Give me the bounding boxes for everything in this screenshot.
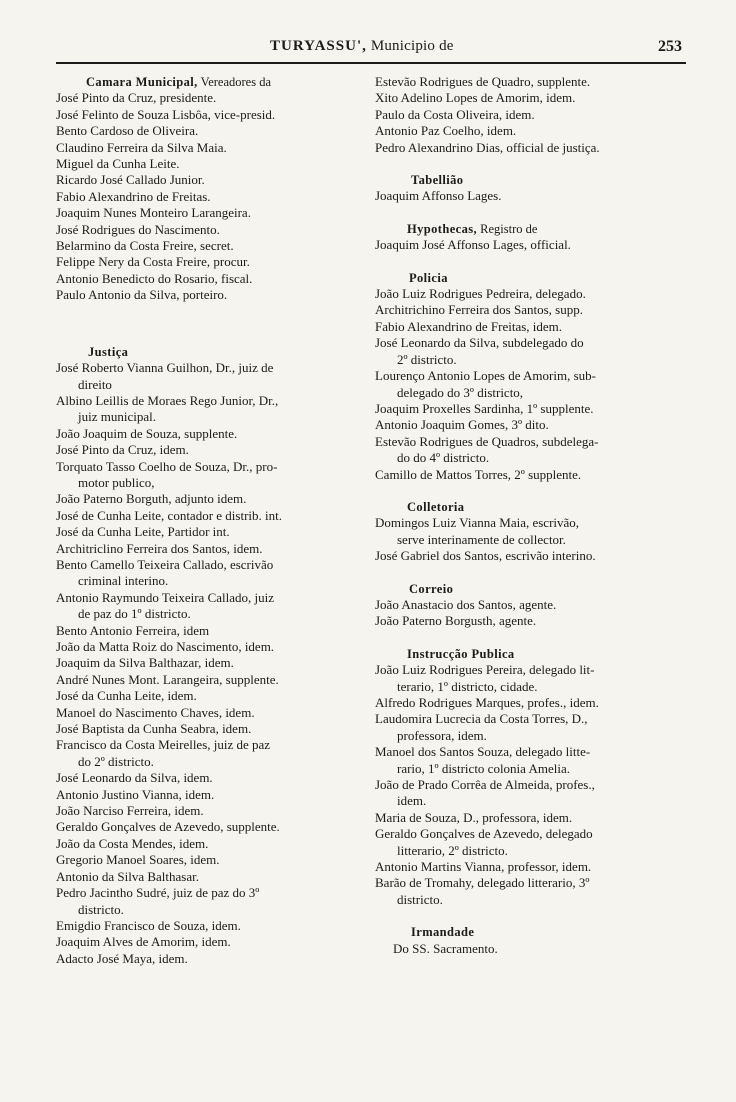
entry-line: Estevão Rodrigues de Quadro, supplente. <box>375 74 591 89</box>
entry-line: Camillo de Mattos Torres, 2º supplente. <box>375 466 582 482</box>
entry-line: Torquato Tasso Coelho de Souza, Dr., pro- <box>56 458 278 474</box>
entry-line: Xito Adelino Lopes de Amorim, idem. <box>375 90 576 106</box>
entry-continuation: direito <box>78 376 112 392</box>
entry-line: Joaquim Affonso Lages. <box>375 188 502 204</box>
entry-line: Bento Cardoso de Oliveira. <box>56 123 199 139</box>
section-heading-instruccao: Instrucção Publica <box>407 646 515 661</box>
entry-line: João Narciso Ferreira, idem. <box>56 803 204 819</box>
entry-line: Architrichino Ferreira dos Santos, supp. <box>375 302 583 318</box>
correio-list <box>375 597 687 630</box>
entry-line: José de Cunha Leite, contador e distrib. int. <box>56 507 283 523</box>
running-title <box>270 38 454 55</box>
entry-line: José Rodrigues do Nascimento. <box>56 221 220 237</box>
section-heading-camara <box>56 74 368 90</box>
entry-continuation: litterario, 2º districto. <box>397 842 508 858</box>
entry-continuation: delegado do 3º districto, <box>397 384 524 400</box>
entry-line: Pedro Jacintho Sudré, juiz de paz do 3º <box>56 885 260 901</box>
policia-list <box>375 286 687 483</box>
entry-line: Barão de Tromahy, delegado litterario, 3º <box>375 875 590 891</box>
entry-line: Paulo Antonio da Silva, porteiro. <box>56 287 228 303</box>
entry-line: João da Matta Roiz do Nascimento, idem. <box>56 639 275 654</box>
page-header <box>56 36 686 64</box>
running-title-rest: Municipio de <box>366 38 454 54</box>
entry-line: Manoel dos Santos Souza, delegado litte- <box>375 744 591 760</box>
entry-line: Joaquim Nunes Monteiro Larangeira. <box>56 205 251 221</box>
hypothecas-heading-bold: Hypothecas, <box>407 221 478 236</box>
entry-line: José da Cunha Leite, idem. <box>56 688 197 704</box>
right-column <box>375 74 687 957</box>
entry-line: Fabio Alexandrino de Freitas, idem. <box>375 318 563 334</box>
entry-line: José Gabriel dos Santos, escrivão interino. <box>375 548 596 564</box>
camara-list <box>56 90 368 303</box>
entry-line: João Paterno Borguth, adjunto idem. <box>56 491 247 507</box>
entry-line: João Joaquim de Souza, supplente. <box>56 425 238 441</box>
entry-line: Albino Leillis de Moraes Rego Junior, Dr., <box>56 392 279 408</box>
entry-line: José Baptista da Cunha Seabra, idem. <box>56 721 252 737</box>
entry-line: Estevão Rodrigues de Quadros, subdelega- <box>375 433 599 449</box>
entry-line: Antonio Martins Vianna, professor, idem. <box>375 859 592 875</box>
entry-line: Laudomira Lucrecia da Costa Torres, D., <box>375 711 588 727</box>
running-title-town: TURYASSU', <box>270 38 367 54</box>
entry-line: José Felinto de Souza Lisbôa, vice-presid. <box>56 106 276 122</box>
entry-line: Ricardo José Callado Junior. <box>56 172 205 188</box>
entry-line: Antonio Raymundo Teixeira Callado, juiz <box>56 589 275 605</box>
entry-continuation: 2º districto. <box>397 351 457 367</box>
section-heading-correio: Correio <box>409 581 454 596</box>
entry-line: Do SS. Sacramento. <box>393 940 498 956</box>
entry-line: Francisco da Costa Meirelles, juiz de paz <box>56 737 271 753</box>
entry-line: José Leonardo da Silva, idem. <box>56 770 213 786</box>
justica-list <box>56 360 368 967</box>
entry-line: José Leonardo da Silva, subdelegado do <box>375 335 584 351</box>
entry-line: Antonio Joaquim Gomes, 3º dito. <box>375 417 549 433</box>
entry-line: Manoel do Nascimento Chaves, idem. <box>56 704 255 720</box>
entry-line: Antonio Justino Vianna, idem. <box>56 786 215 802</box>
entry-line: Adacto José Maya, idem. <box>56 950 188 966</box>
entry-continuation: professora, idem. <box>397 727 487 743</box>
entry-line: Joaquim Proxelles Sardinha, 1º supplente. <box>375 400 594 416</box>
entry-continuation: districto. <box>397 891 443 907</box>
entry-line: Emigdio Francisco de Souza, idem. <box>56 917 241 933</box>
entry-line: João de Prado Corrêa de Almeida, profes., <box>375 777 595 793</box>
entry-continuation: de paz do 1º districto. <box>78 606 191 622</box>
entry-line: Geraldo Gonçalves de Azevedo, supplente. <box>56 819 280 835</box>
entry-continuation: juiz municipal. <box>78 409 156 425</box>
entry-line: Joaquim da Silva Balthazar, idem. <box>56 655 234 671</box>
camara-heading-rest: Vereadores da <box>197 75 272 89</box>
entry-line: André Nunes Mont. Larangeira, supplente. <box>56 671 279 687</box>
left-column <box>56 74 368 967</box>
entry-line: Joaquim Alves de Amorim, idem. <box>56 934 231 950</box>
entry-line: Geraldo Gonçalves de Azevedo, delegado <box>375 826 593 842</box>
entry-line: Antonio Paz Coelho, idem. <box>375 123 517 139</box>
entry-line: José da Cunha Leite, Partidor int. <box>56 524 230 540</box>
entry-line: Antonio Benedicto do Rosario, fiscal. <box>56 270 253 286</box>
irmandade-list <box>375 941 687 957</box>
entry-line: Bento Camello Teixeira Callado, escrivão <box>56 556 274 572</box>
entry-line: João da Costa Mendes, idem. <box>56 835 209 851</box>
entry-line: Miguel da Cunha Leite. <box>56 156 180 172</box>
top-entries-list <box>375 74 687 156</box>
section-heading-hypothecas <box>375 221 687 237</box>
entry-line: Domingos Luiz Vianna Maia, escrivão, <box>375 515 580 531</box>
entry-line: Joaquim José Affonso Lages, official. <box>375 237 571 253</box>
entry-line: Fabio Alexandrino de Freitas. <box>56 188 211 204</box>
entry-line: Paulo da Costa Oliveira, idem. <box>375 106 535 122</box>
colletoria-list <box>375 515 687 564</box>
entry-line: João Paterno Borgusth, agente. <box>375 613 537 629</box>
entry-line: Pedro Alexandrino Dias, official de justiça. <box>375 139 600 155</box>
entry-line: Alfredo Rodrigues Marques, profes., idem. <box>375 695 599 710</box>
tabelliao-list <box>375 188 687 204</box>
entry-line: José Pinto da Cruz, presidente. <box>56 90 217 106</box>
entry-continuation: do 2º districto. <box>78 753 154 769</box>
section-heading-colletoria: Colletoria <box>407 499 465 514</box>
entry-line: João Luiz Rodrigues Pereira, delegado lit- <box>375 662 595 678</box>
entry-continuation: districto. <box>78 901 124 917</box>
entry-continuation: rario, 1º districto colonia Amelia. <box>397 760 570 776</box>
camara-heading-bold: Camara Municipal, <box>86 75 198 89</box>
hypothecas-list <box>375 237 687 253</box>
entry-line: José Pinto da Cruz, idem. <box>56 442 189 458</box>
entry-line: Bento Antonio Ferreira, idem <box>56 622 210 638</box>
section-heading-justica: Justiça <box>88 344 129 359</box>
entry-continuation: terario, 1º districto, cidade. <box>397 678 538 694</box>
section-heading-tabelliao: Tabellião <box>411 173 464 188</box>
entry-line: Antonio da Silva Balthasar. <box>56 868 199 884</box>
page-number: 253 <box>658 38 682 55</box>
section-heading-policia: Policia <box>409 270 448 285</box>
entry-line: Architriclino Ferreira dos Santos, idem. <box>56 540 263 556</box>
entry-line: Belarmino da Costa Freire, secret. <box>56 238 234 254</box>
entry-line: Lourenço Antonio Lopes de Amorim, sub- <box>375 368 596 384</box>
section-heading-irmandade: Irmandade <box>411 925 475 940</box>
entry-continuation: idem. <box>397 793 427 809</box>
entry-continuation: motor publico, <box>78 474 155 490</box>
entry-continuation: criminal interino. <box>78 573 169 589</box>
hypothecas-heading-rest: Registro de <box>477 221 538 236</box>
entry-line: José Roberto Vianna Guilhon, Dr., juiz de <box>56 360 274 376</box>
entry-line: Felippe Nery da Costa Freire, procur. <box>56 254 250 270</box>
instruccao-list <box>375 662 687 908</box>
entry-line: Maria de Souza, D., professora, idem. <box>375 809 573 825</box>
entry-line: Gregorio Manoel Soares, idem. <box>56 852 220 868</box>
entry-line: Claudino Ferreira da Silva Maia. <box>56 139 227 155</box>
entry-continuation: do do 4º districto. <box>397 450 490 466</box>
entry-line: João Anastacio dos Santos, agente. <box>375 596 557 612</box>
entry-continuation: serve interinamente de collector. <box>397 531 566 547</box>
entry-line: João Luiz Rodrigues Pedreira, delegado. <box>375 286 586 302</box>
